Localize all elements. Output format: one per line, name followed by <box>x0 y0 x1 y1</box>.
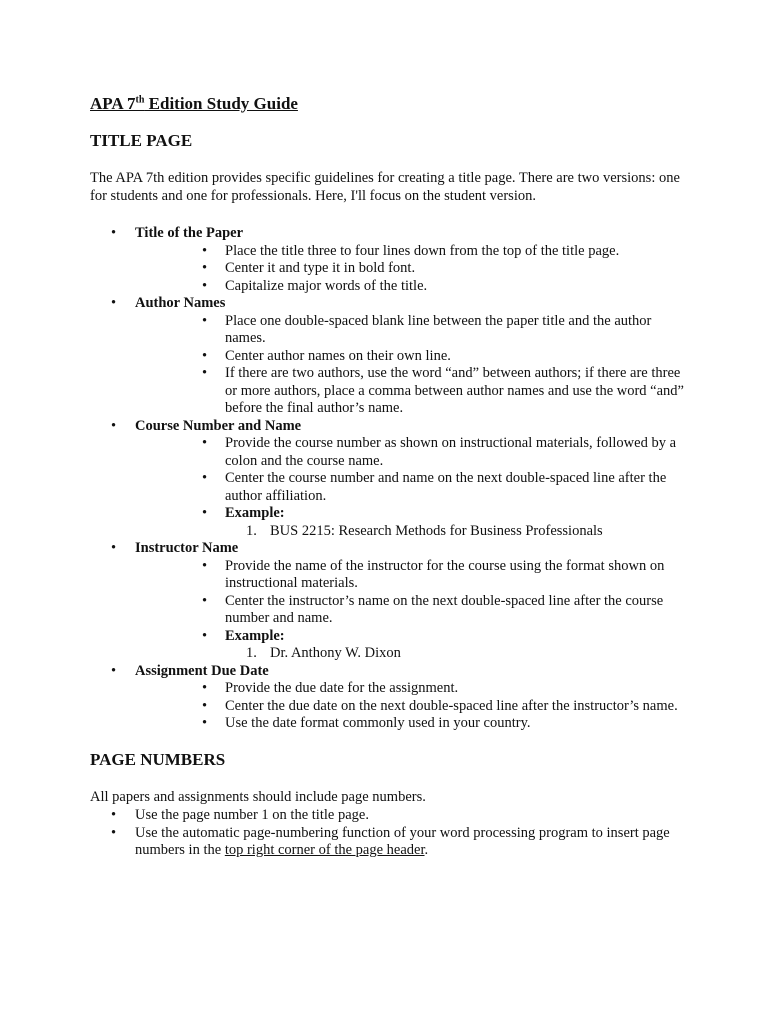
sub-item-text: Capitalize major words of the title. <box>225 277 428 294</box>
sub-list-item <box>135 593 690 628</box>
sub-item-text: Provide the name of the instructor for the course using the format shown on instructional materials. <box>225 557 665 591</box>
sub-item-text: Center author names on their own line. <box>225 347 451 364</box>
list-item-label: Instructor Name <box>135 540 239 556</box>
list-item-label: Author Names <box>135 295 226 311</box>
example-number: 1. <box>246 645 257 661</box>
list-item-instructor <box>90 540 690 663</box>
bullet-icon: • <box>202 715 208 731</box>
list-item-label: Title of the Paper <box>135 225 244 241</box>
bullet-icon: • <box>111 662 117 679</box>
bullet-icon: • <box>202 435 208 451</box>
sub-item-text: Center it and type it in bold font. <box>225 260 416 276</box>
bullet-icon: • <box>111 824 117 841</box>
sub-list <box>135 313 690 418</box>
bullet-icon: • <box>202 277 208 294</box>
list-item <box>90 825 690 860</box>
example-label: Example: <box>225 627 285 644</box>
list-item-paper-title <box>90 225 690 295</box>
bullet-icon: • <box>202 680 208 696</box>
bullet-icon: • <box>202 592 208 609</box>
list-item-course <box>90 418 690 541</box>
sub-list-item <box>135 260 690 278</box>
sub-list <box>135 243 690 296</box>
title-text: APA 7 <box>90 94 136 113</box>
sub-list-item <box>135 278 690 296</box>
list-item-label: Assignment Due Date <box>135 662 269 679</box>
title-superscript: th <box>135 94 145 106</box>
sub-item-text: Center the course number and name on the next double-spaced line after the author affiliation. <box>225 470 667 504</box>
bullet-icon: • <box>202 312 208 329</box>
sub-list <box>135 435 690 540</box>
bullet-icon: • <box>111 295 117 311</box>
list-item-text: Use the automatic page-numbering function of your word processing program to insert page numbers in the <box>135 824 670 858</box>
bullet-icon: • <box>111 807 117 823</box>
sub-item-text: Provide the due date for the assignment. <box>225 680 459 696</box>
sub-list-item-example <box>135 505 690 523</box>
list-item <box>90 807 690 825</box>
sub-item-text: Provide the course number as shown on instructional materials, followed by a colon and the course name. <box>225 435 677 469</box>
bullet-icon: • <box>202 557 208 574</box>
example-number: 1. <box>246 522 257 539</box>
sub-item-text: Center the due date on the next double-spaced line after the instructor’s name. <box>225 697 678 714</box>
sub-item-text: Place the title three to four lines down from the top of the title page. <box>225 242 620 259</box>
sub-list-item <box>135 243 690 261</box>
bullet-icon: • <box>202 242 208 259</box>
page-numbers-list <box>90 807 690 860</box>
sub-list-item <box>135 470 690 505</box>
sub-item-text: Use the date format commonly used in your country. <box>225 715 531 731</box>
sub-list-item <box>135 680 690 698</box>
sub-item-text: Place one double-spaced blank line between the paper title and the author names. <box>225 312 652 346</box>
list-item-author-names <box>90 295 690 418</box>
list-item-due-date <box>90 663 690 733</box>
sub-item-text: If there are two authors, use the word “and” between authors; if there are three or more authors, place a comma between author names and use the word “and” before the final author’s name. <box>225 365 684 416</box>
example-label: Example: <box>225 505 285 521</box>
bullet-icon: • <box>111 225 117 241</box>
example-value: Dr. Anthony W. Dixon <box>270 645 401 661</box>
list-item-text: Use the page number 1 on the title page. <box>135 807 369 823</box>
title-page-intro: The APA 7th edition provides specific guidelines for creating a title page. There are two versions: one for students and one for professionals. Here, I'll focus on the student version. <box>90 170 680 204</box>
title-text-rest: Edition Study Guide <box>144 94 298 113</box>
bullet-icon: • <box>111 417 117 434</box>
list-item-label: Course Number and Name <box>135 417 302 434</box>
bullet-icon: • <box>202 697 208 714</box>
sub-list-item <box>135 313 690 348</box>
sub-list-item <box>135 698 690 716</box>
sub-list-item <box>135 435 690 470</box>
sub-list <box>135 680 690 733</box>
example-item <box>135 645 690 663</box>
bullet-icon: • <box>111 540 117 556</box>
sub-list-item <box>135 348 690 366</box>
document-title <box>90 93 298 115</box>
list-item-text-end: . <box>424 842 429 858</box>
section-heading-title-page: TITLE PAGE <box>90 131 193 150</box>
bullet-icon: • <box>202 627 208 644</box>
example-value: BUS 2215: Research Methods for Business Professionals <box>270 522 603 539</box>
bullet-icon: • <box>202 505 208 521</box>
page-numbers-intro: All papers and assignments should include page numbers. <box>90 789 426 805</box>
title-page-list <box>90 225 690 733</box>
sub-item-text: Center the instructor’s name on the next double-spaced line after the course number and name. <box>225 592 664 626</box>
sub-list-item <box>135 558 690 593</box>
bullet-icon: • <box>202 260 208 276</box>
bullet-icon: • <box>202 347 208 364</box>
sub-list-item <box>135 365 690 418</box>
section-heading-page-numbers: PAGE NUMBERS <box>90 750 226 769</box>
sub-list <box>135 558 690 663</box>
example-item <box>135 523 690 541</box>
sub-list-item-example <box>135 628 690 646</box>
bullet-icon: • <box>202 365 208 381</box>
bullet-icon: • <box>202 470 208 486</box>
sub-list-item <box>135 715 690 733</box>
underlined-phrase: top right corner of the page header <box>224 842 425 858</box>
